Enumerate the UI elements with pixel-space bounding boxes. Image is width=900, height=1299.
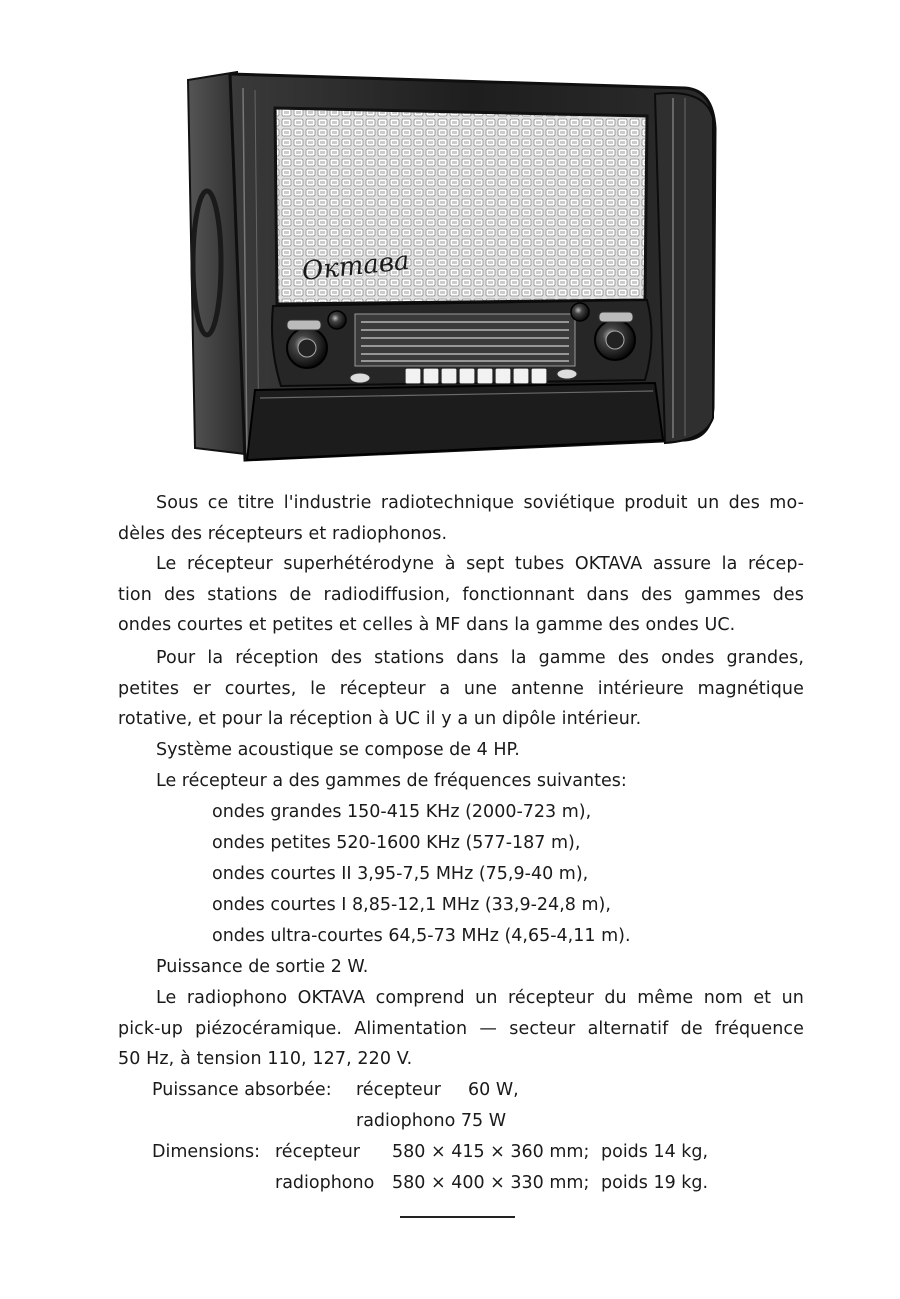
text-line: petites er courtes, le récepteur a une antenne intérieure magnétique [118, 678, 804, 699]
text-line: Le radiophono OKTAVA comprend un récepteur du même nom et un [156, 988, 804, 1008]
logo-script: Октава [300, 245, 411, 287]
range-item: ondes courtes I 8,85-12,1 MHz (33,9-24,8 m), [212, 895, 611, 915]
text-line: 50 Hz, à tension 110, 127, 220 V. [118, 1049, 413, 1069]
text-line: Pour la réception des stations dans la gamme des ondes grandes, [156, 648, 804, 668]
text-line: tion des stations de radiodiffusion, fonctionnant dans des gammes des [118, 584, 804, 605]
consumption-label: Puissance absorbée: [152, 1080, 332, 1100]
paragraph-intro [118, 488, 804, 549]
text-line: ondes courtes et petites et celles à MF dans la gamme des ondes UC. [118, 615, 736, 635]
small-knob-right [571, 303, 589, 321]
text-line: dèles des récepteurs et radiophonos. [118, 523, 448, 544]
text-line: rotative, et pour la réception à UC il y a un dipôle intérieur. [118, 709, 642, 729]
consumption-receiver-label: récepteur [356, 1080, 441, 1100]
dimensions-radiophono-size: 580 × 400 × 330 mm; [392, 1173, 590, 1193]
dimensions-radiophono-label: radiophono [275, 1173, 375, 1193]
range-item: ondes ultra-courtes 64,5-73 MHz (4,65-4,11 m). [212, 926, 631, 946]
consumption-radiophono: radiophono 75 W [356, 1111, 506, 1131]
closing-rule [400, 1216, 515, 1218]
text-line: Sous ce titre l'industrie radiotechnique soviétique produit un des mo- [156, 493, 804, 513]
range-item: ondes petites 520-1600 KHz (577-187 m), [212, 833, 581, 853]
consumption-receiver-value: 60 W, [468, 1080, 519, 1100]
paragraph-antenna [118, 643, 804, 735]
acoustic-line: Système acoustique se compose de 4 HP. [156, 740, 520, 760]
output-power: Puissance de sortie 2 W. [156, 957, 369, 977]
dimensions-receiver-weight: poids 14 kg, [601, 1142, 709, 1162]
paragraph-receiver [118, 549, 804, 641]
text-line: pick-up piézocéramique. Alimentation — secteur alternatif de fréquence [118, 1018, 804, 1039]
text-line: Le récepteur superhétérodyne à sept tubes OKTAVA assure la récep- [156, 554, 804, 574]
dimensions-receiver-label: récepteur [275, 1142, 360, 1162]
dimensions-radiophono-weight: poids 19 kg. [601, 1173, 709, 1193]
range-item: ondes courtes II 3,95-7,5 MHz (75,9-40 m), [212, 864, 589, 884]
radio-photo [185, 68, 725, 463]
ranges-intro: Le récepteur a des gammes de fréquences suivantes: [156, 771, 627, 791]
paragraph-radiophono [118, 983, 804, 1075]
range-item: ondes grandes 150-415 KHz (2000-723 m), [212, 802, 592, 822]
cabinet-pillar [655, 93, 713, 443]
small-knob-left [328, 311, 346, 329]
dimensions-receiver-size: 580 × 415 × 360 mm; [392, 1142, 590, 1162]
dimensions-label: Dimensions: [152, 1142, 261, 1162]
